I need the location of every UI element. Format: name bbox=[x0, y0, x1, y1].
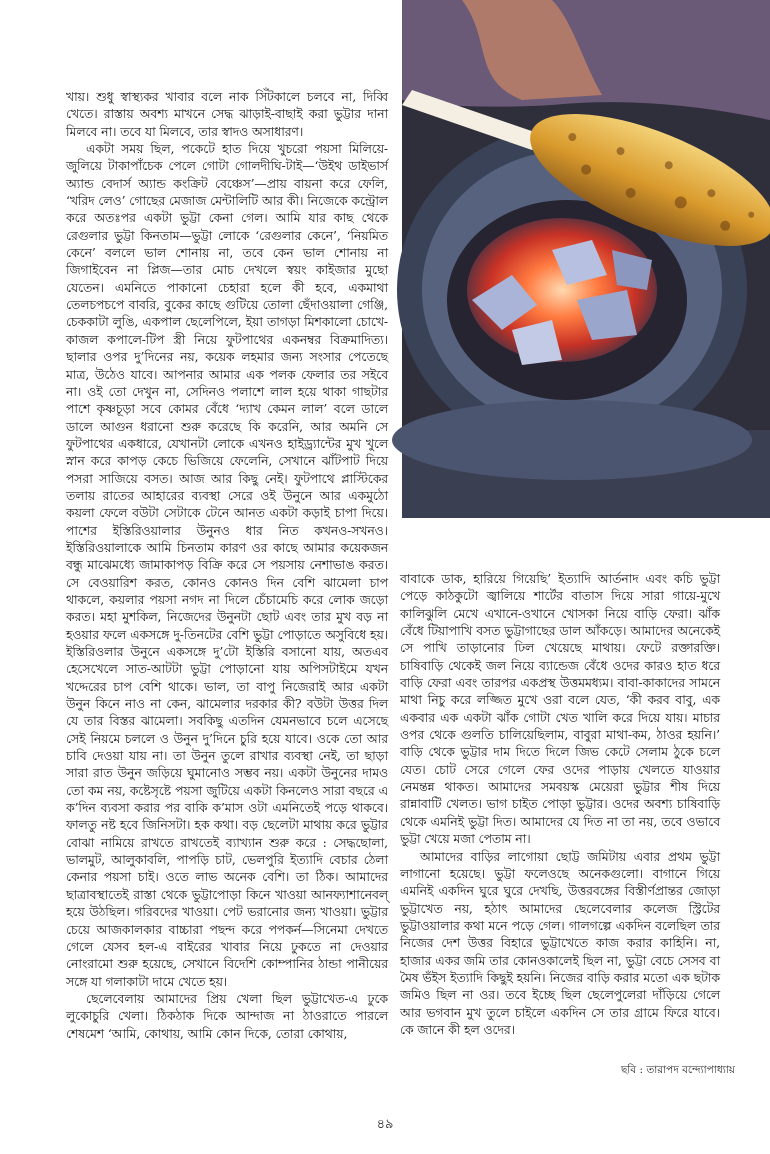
paragraph: ছেলেবেলায় আমাদের প্রিয় খেলা ছিল ভুট্টাখেত-এ ঢুকে লুকোচুরি খেলা। ঠিকঠাক দিকে আন্দাজ না ঠাওরাতে পারলে শেষমেশ ‘আমি, কোথায়, আমি কোন দিকে, তোরা কোথায়, bbox=[66, 990, 388, 1041]
paragraph: একটা সময় ছিল, পকেটে হাত দিয়ে খুচরো পয়সা মিলিয়ে-জুলিয়ে টাকাপাঁচেক পেলে গোটা গোলদীঘি-টাই—‘উইথ ডাইভার্স অ্যান্ড বেদার্স অ্যান্ড কংক্রিট বেঞ্চেস’—প্রায় বায়না করে ফেলি, ‘খরিদ লেও’ গোছের মেজাজ মেন্টালিটি আর কী। নিজেকে কন্ট্রোল করে অতঃপর একটা ভুট্টা কেনা গেল। আমি যার কাছ থেকে রেগুলার ভুট্টা কিনতাম—ভুট্টা লোকে ‘রেগুলার কেনে’, ‘নিয়মিত কেনে’ বললে ভাল শোনায় না, তবে কেন ভাল শোনায় না জিগাইবেন না প্লিজ—তার মোচ দেখলে স্বয়ং কাইজার মুছো যেতেন। এমনিতে পাকানো চেহারা হলে কী হবে, একমাথা তেলচপচপে বাবরি, বুকের কাছে গুটিয়ে তোলা ছেঁদাওয়ালা গেঞ্জি, চেককাটা লুঙি, একপাল ছেলেপিলে, ইয়া তাগড়া মিশকালো চোখে-কাজল কপালে-টিপ স্ত্রী নিয়ে ফুটপাথের একনম্বর বিক্রমাদিত্য। ছালার ওপর দু’দিনের নয়, কয়েক লহমার জন্য সংসার পেতেছে মাত্র, উঠেও যাবে। আপনার আমার এক পলক ফেলার তর সইবে না। ওই তো দেখুন না, সেদিনও পলাশে লাল হয়ে থাকা গাছটার পাশে কৃষ্ণচূড়া সবে কোমর বেঁধে ‘দ্যাখ কেমন লাল’ বলে ডালে ডালে আগুন ধরানো শুরু করেছে কি করেনি, আর অমনি সে ফুটপাথের একধারে, যেখানটা লোকে এখনও হাইড্র্যান্টের মুখ খুলে স্নান করে কাপড় কেচে ভিজিয়ে ফেলেনি, সেখানে ঝাঁটপাট দিয়ে পসরা সাজিয়ে বসত। আজ আর কিছু নেই। ফুটপাথে প্লাস্টিকের তলায় রাতের আহারের ব্যবস্থা সেরে ওই উনুনে আর একমুঠো কয়লা ফেলে বউটা সেটাকে টেনে আনত একটা কড়াই চাপা দিয়ে। পাশের ইস্তিরিওয়ালার উনুনও ধার নিত কখনও-সখনও। ইস্তিরিওয়ালাকে আমি চিনতাম কারণ ওর কাছে আমার কয়েকজন বন্ধু মাঝেমধ্যে জামাকাপড় বিক্রি করে সে পয়সায় নেশাভাঙ করত। সে বেওয়ারিশ করত, কোনও কোনও দিন বেশি ঝামেলা চাপ থাকলে, কয়লার পয়সা নগদ না দিলে চেঁচামেচি করে লোক জড়ো করত। মহা মুশকিল, নিজেদের উনুনটা ছোট এবং তার মুখ বড় না হওয়ার ফলে একসঙ্গে দু-তিনটের বেশি ভুট্টা পোড়াতে অসুবিধে হয়। ইস্তিরিওলার উনুনে একসঙ্গে দু’টো ইস্তিরি বসানো যায়, অতএব হেসেখেলে সাত-আটটা ভুট্টা পোড়ানো যায় অপিসটাইমে যখন খদ্দেরের চাপ বেশি থাকে। ভাল, তা বাপু নিজেরাই আর একটা উনুন কিনে নাও না কেন, ঝামেলার দরকার কী? বউটা উত্তর দিল যে তার বিস্তর ঝামেলা। সবকিছু এতদিন যেমনভাবে চলে এসেছে সেই নিয়মে চললে ও উনুন দু’দিনে চুরি হয়ে যাবে। ওকে তো আর চাবি দেওয়া যায় না। তা উনুন তুলে রাখার ব্যবস্থা নেই, তা ছাড়া সারা রাত উনুন জড়িয়ে ঘুমানোও সম্ভব নয়। একটা উনুনের দামও তো কম নয়, কষ্টেসৃষ্টে পয়সা জুটিয়ে একটা কিনলেও সারা বছরে এ ক’দিন ব্যবসা করার পর বাকি ক’মাস ওটা এমনিতেই পড়ে থাকবে। ফালতু নষ্ট হবে জিনিসটা। হক কথা। বড় ছেলেটা মাথায় করে ভুট্টার বোঝা নামিয়ে রাখতে রাখতেই ব্যাখ্যান শুরু করে : সেদ্ধছোলা, ভালমুট, আলুকাবলি, পাপড়ি চাট, ভেলপুরি ইত্যাদি বেচার ঠেলা কেনার পয়সা চাই। ওতে লাভ অনেক বেশি। তা ঠিক। আমাদের ছাত্রাবস্থাতেই রাস্তা থেকে ভুট্টাপোড়া কিনে খাওয়া আনফ্যাশানেবল্ হয়ে উঠছিল। গরিবদের খাওয়া। পেট ভরানোর জন্য খাওয়া। ভুট্টার চেয়ে আজকালকার বাচ্চারা পছন্দ করে পপকর্ন—সিনেমা দেখতে গেলে যেসব হল-এ বাইরের খাবার নিয়ে ঢুকতে না দেওয়ার নোংরামো শুরু হয়েছে, সেখানে বিদেশি কোম্পানির ঠান্ডা পানীয়ের সঙ্গে যা গলাকাটা দামে খেতে হয়। bbox=[66, 141, 388, 989]
paragraph: আমাদের বাড়ির লাগোয়া ছোট্ট জমিটায় এবার প্রথম ভুট্টা লাগানো হয়েছে। ভুট্টা ফলেওছে অনেকগুলো। বাগানে গিয়ে এমনিই একদিন ঘুরে ঘুরে দেখছি, উত্তরবঙ্গের বিস্তীর্ণপ্রান্তর জোড়া ভুট্টাখেত নয়, হঠাৎ আমাদের ছেলেবেলার কলেজ স্ট্রিটের ভুট্টাওয়ালার কথা মনে পড়ে গেল। গালগল্পে একদিন বলেছিল তার নিজের দেশ উত্তর বিহারে ভুট্টাখেতে কাজ করার কাহিনি। না, হাজার একর জমি তার কোনওকালেই ছিল না, ভুট্টা বেচে সেসব বা মৈষ ভঁইস ইত্যাদি কিছুই হয়নি। নিজের বাড়ি করার মতো এক ছটাক জমিও ছিল না ওর। তবে ইচ্ছে ছিল ছেলেপুলেরা দাঁড়িয়ে গেলে আর ভগবান মুখ তুলে চাইলে একদিন সে তার গ্রামে ফিরে যাবে। কে জানে কী হল ওদের। bbox=[400, 848, 720, 1037]
corn-roasting-photo bbox=[402, 0, 770, 518]
photo-credit: ছবি : তারাপদ বন্দ্যোপাধ্যায় bbox=[620, 1064, 735, 1076]
corn-on-coal-stove-illustration bbox=[402, 0, 770, 518]
page-number: ৪৯ bbox=[376, 1117, 394, 1132]
paragraph: খায়। শুধু স্বাস্থ্যকর খাবার বলে নাক সিঁটকালে চলবে না, দিব্বি খেতে। রাস্তায় অবশ্য মাখনে সেদ্ধ ঝাড়াই-বাছাই করা ভুট্টার দানা মিলবে না। তবে যা মিলবে, তার স্বাদও অসাধারণ। bbox=[66, 89, 388, 139]
article-left-column bbox=[66, 88, 388, 1078]
paragraph: বাবাকে ডাক, হারিয়ে গিয়েছি’ ইত্যাদি আর্তনাদ এবং কচি ভুট্টা পেড়ে কাঠকুটো জ্বালিয়ে শার্টের বাতাস দিয়ে সারা গায়ে-মুখে কালিঝুলি মেখে এখানে-ওখানে খোসকা নিয়ে বাড়ি ফেরা। ঝাঁক বেঁধে টিয়াপাখি বসত ভুট্টাগাছের ডাল আঁকড়ে। আমাদের অনেকেই সে পাখি তাড়ানোর ঢিল খেয়েছে মাথায়। ফেটে রক্তারক্তি। চাষিবাড়ি থেকেই জল নিয়ে ব্যান্ডেজ বেঁধে ওদের কারও হাত ধরে বাড়ি ফেরা এবং তারপর একপ্রস্থ উত্তমমধ্যম। বাবা-কাকাদের সামনে মাথা নিচু করে লজ্জিত মুখে ওরা বলে যেত, ‘কী করব বাবু, এক একবার এক একটা ঝাঁক গোটা খেত খালি করে দিয়ে যায়। মাচার ওপর থেকে গুলতি চালিয়েছিলাম, বাবুরা মাথা-কম, ঠাওর হয়নি।’ বাড়ি থেকে ভুট্টার দাম দিতে দিলে জিভ কেটে সেলাম ঠুকে চলে যেত। চোট সেরে গেলে ফের ওদের পাড়ায় খেলতে যাওয়ার নেমন্তন্ন থাকত। আমাদের সমবয়স্ক মেয়েরা ভুট্টার শীষ দিয়ে রান্নাবাটি খেলত। ভাগ চাইত পোড়া ভুট্টার। ওদের অবশ্য চাষিবাড়ি থেকে এমনিই ভুট্টা দিত। আমাদের যে দিত না তা নয়, তবে ওভাবে ভুট্টা খেয়ে মজা পেতাম না। bbox=[400, 571, 720, 847]
article-right-column bbox=[400, 570, 720, 1037]
